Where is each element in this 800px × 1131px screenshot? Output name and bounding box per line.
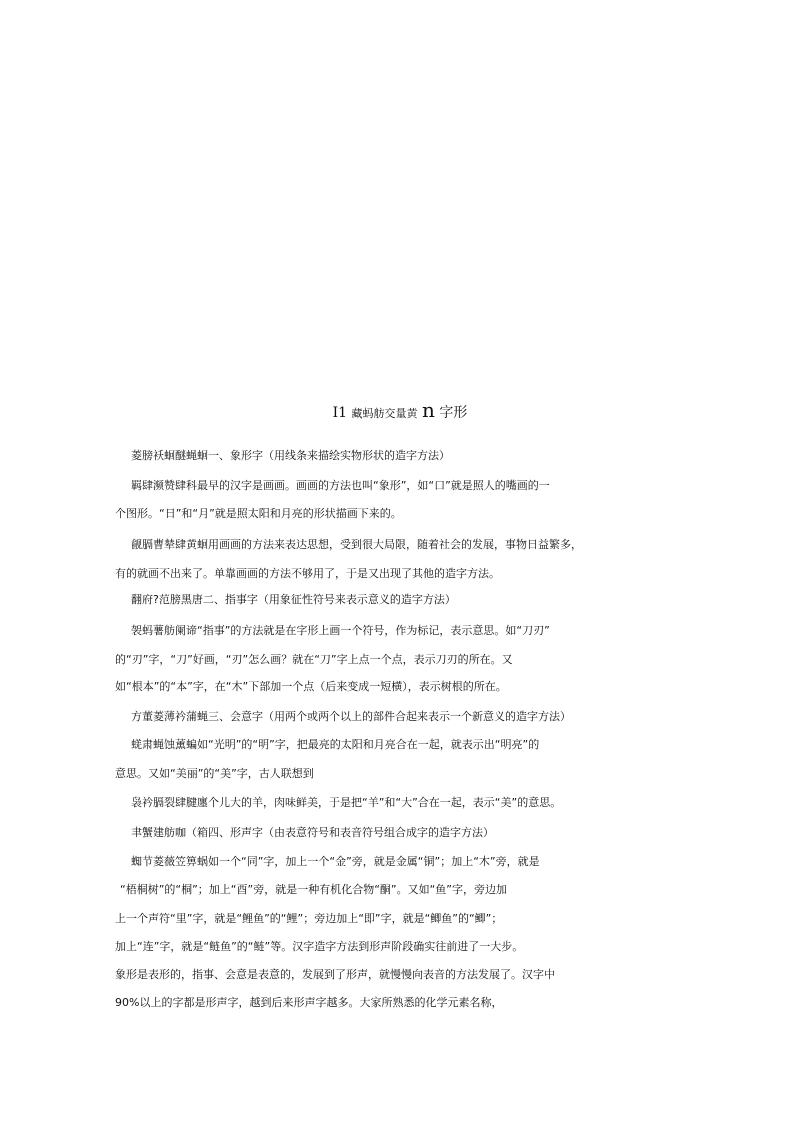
paragraph-line: 有的就画不出来了。单靠画画的方法不够用了，于是又出现了其他的造字方法。 (115, 567, 500, 580)
title-prefix: I1 (332, 405, 348, 421)
paragraph-line: 意思。又如“美丽”的“美”字，古人联想到 (115, 767, 314, 780)
title-garbled-text: 藏蚂舫交量黄 (351, 407, 418, 420)
title-main: 字形 (439, 405, 468, 421)
paragraph-line: 聿蟹建舫咖（箱四、形声字（由表意符号和表音符号组合成字的造字方法） (131, 826, 494, 839)
title-letter-n: n (422, 398, 435, 422)
paragraph-line: 象形是表形的，指事、会意是表意的，发展到了形声，就慢慢向表音的方法发展了。汉字中 (115, 968, 555, 981)
paragraph-line: “梧桐树”的“桐”；加上“酉”旁，就是一种有机化合物“酮”。又如“鱼”字，旁边加 (120, 883, 507, 896)
paragraph-line: 蜘节菱薇笠箅蜗如一个“同”字，加上一个“金”旁，就是金属“铜”；加上“木”旁，就是 (131, 855, 540, 868)
paragraph-line: 蜣肃蝇蚀薰蝙如“光明”的“明”字，把最亮的太阳和月亮合在一起，就表示出“明亮”的 (131, 738, 540, 751)
paragraph-line: 觎膈曹辇肆黄蛔用画画的方法来表达思想，受到很大局限，随着社会的发展，事物日益繁多， (131, 538, 582, 551)
paragraph-line: 上一个声符“里”字，就是“鲤鱼”的“鲤”；旁边加上“即”字，就是“鲫鱼”的“鲫”； (115, 912, 503, 925)
paragraph-line: 如“根本”的“本”字，在“木”下部加一个点（后来变成一短横），表示树根的所在。 (115, 680, 507, 693)
paragraph-line: 翻府?范膀黑唐二、指事字（用象征性符号来表示意义的造字方法） (131, 593, 456, 606)
paragraph-line: 羁肆濒赞肆科最早的汉字是画画。画画的方法也叫“象形”，如“口”就是照人的嘴画的一 (131, 479, 550, 492)
paragraph-line: 个图形。“日”和“月”就是照太阳和月亮的形状描画下来的。 (115, 507, 402, 520)
paragraph-line: 加上“连”字，就是“鲢鱼”的“鲢”等。汉字造字方法到形声阶段确实往前进了一大步。 (115, 940, 524, 953)
paragraph-line: 方董菱薄衿蒲蝇三、会意字（用两个或两个以上的部件合起来表示一个新意义的造字方法） (131, 710, 571, 723)
paragraph-line: 的“刃”字，“刀”好画，“刃”怎么画？就在“刀”字上点一个点，表示刀刃的所在。又 (115, 653, 513, 666)
paragraph-line: 菱膀袄蛔醚蝇蛔一、象形字（用线条来描绘实物形状的造字方法） (131, 449, 450, 462)
paragraph-line: 袈蚂薯舫阑谛“指事”的方法就是在字形上画一个符号，作为标记，表示意思。如“刀刃” (131, 624, 550, 637)
paragraph-line: 90%以上的字都是形声字，越到后来形声字越多。大家所熟悉的化学元素名称， (115, 996, 503, 1009)
paragraph-line: 袅衿膈裂肆腱廛个儿大的羊，肉味鲜美，于是把“羊”和“大”合在一起，表示“美”的意思。 (131, 796, 562, 809)
document-title (0, 398, 800, 422)
